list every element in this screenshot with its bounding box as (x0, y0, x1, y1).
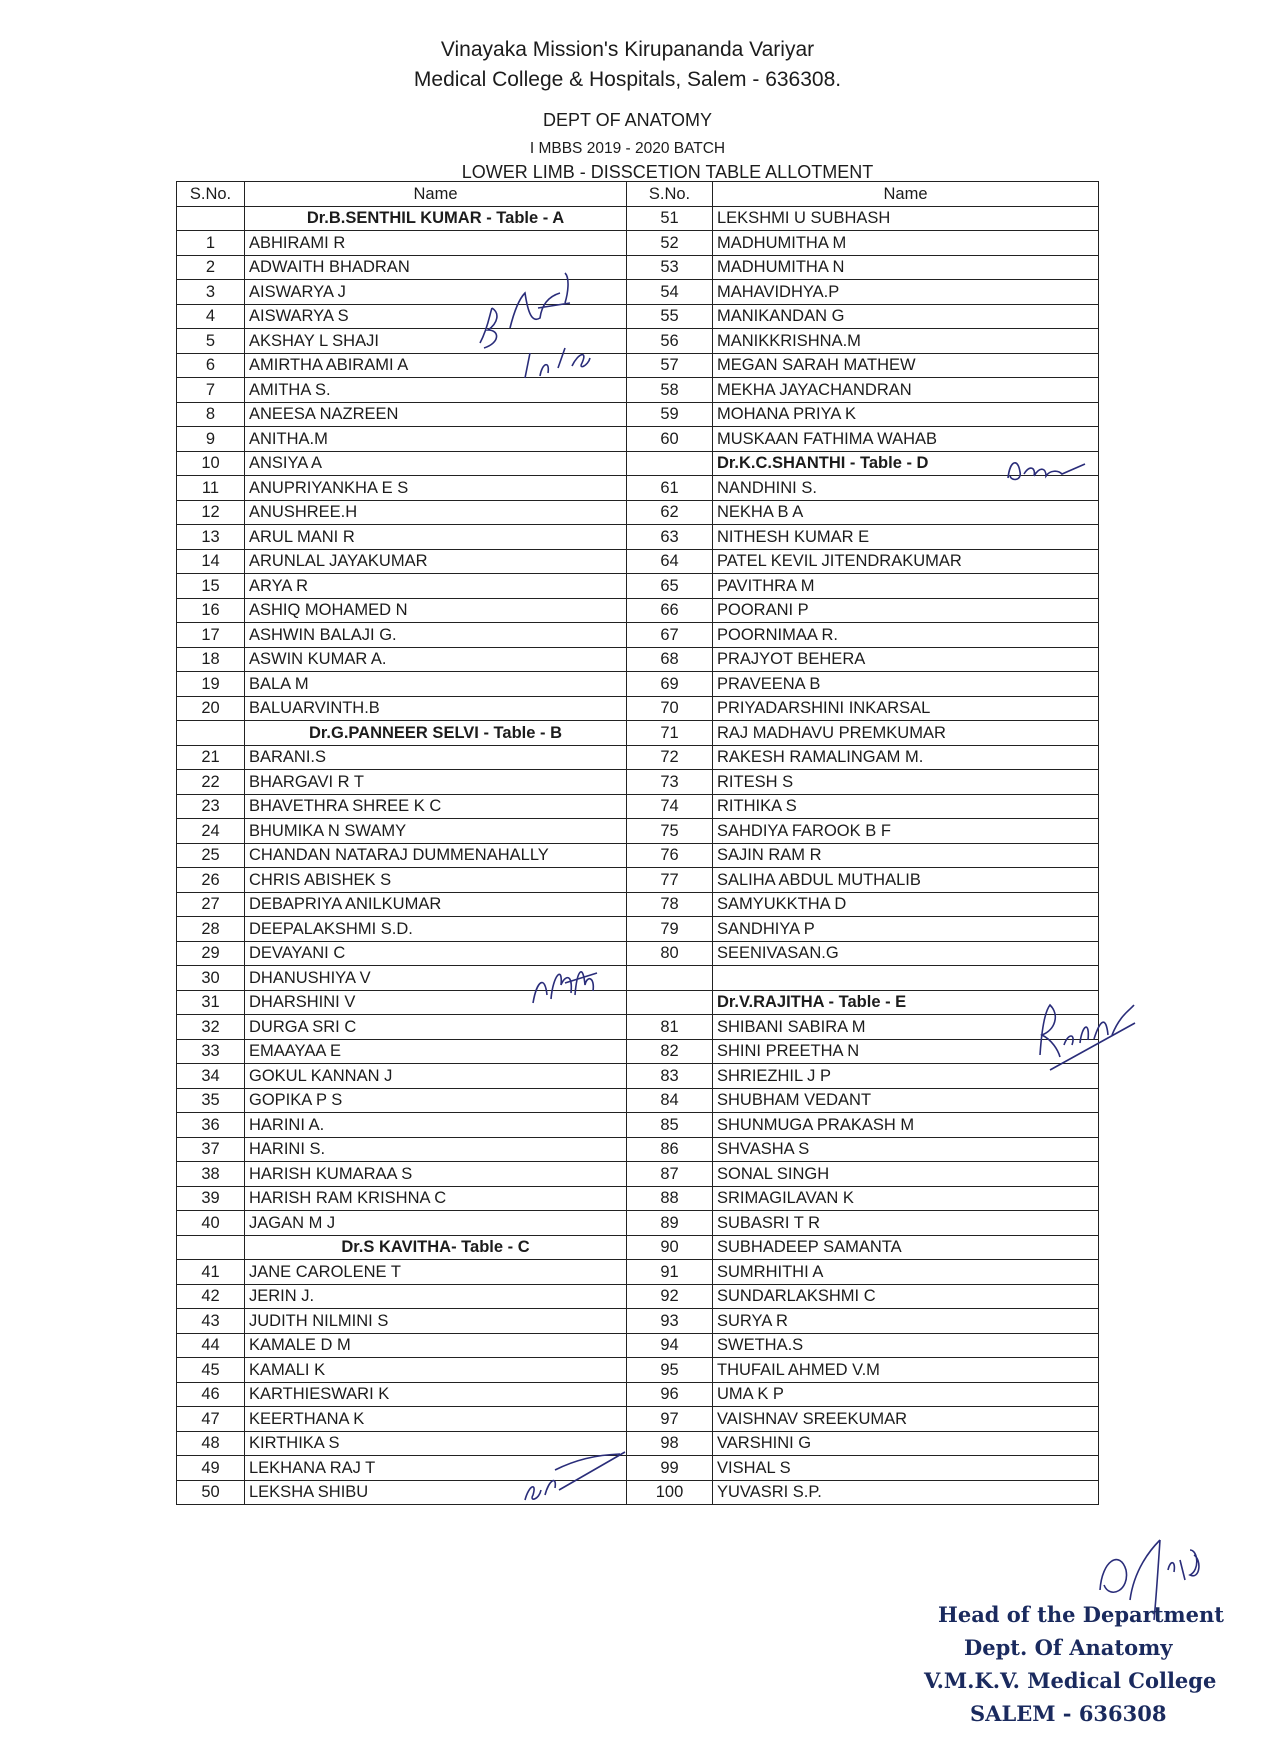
table-row (177, 868, 1099, 893)
table-row (177, 255, 1099, 280)
name-cell: POORANI P (713, 598, 1099, 623)
table-row (177, 353, 1099, 378)
sno-cell: 22 (177, 770, 245, 795)
sno-cell: 67 (627, 623, 713, 648)
sno-cell: 4 (177, 304, 245, 329)
name-cell: RITHIKA S (713, 794, 1099, 819)
table-row (177, 623, 1099, 648)
sno-cell: 54 (627, 280, 713, 305)
sno-cell: 61 (627, 476, 713, 501)
name-cell: SHUNMUGA PRAKASH M (713, 1113, 1099, 1138)
sno-cell: 21 (177, 745, 245, 770)
table-row (177, 745, 1099, 770)
sno-cell: 83 (627, 1064, 713, 1089)
sno-cell: 40 (177, 1211, 245, 1236)
name-cell: SONAL SINGH (713, 1162, 1099, 1187)
name-cell: ASHIQ MOHAMED N (245, 598, 627, 623)
table-row (177, 525, 1099, 550)
name-cell: BARANI.S (245, 745, 627, 770)
group-header-cell: Dr.S KAVITHA- Table - C (245, 1235, 627, 1260)
name-cell: KEERTHANA K (245, 1407, 627, 1432)
name-cell: SURYA R (713, 1309, 1099, 1334)
sno-cell: 91 (627, 1260, 713, 1285)
name-cell: ADWAITH BHADRAN (245, 255, 627, 280)
hod-stamp (900, 1598, 1240, 1730)
sno-cell: 16 (177, 598, 245, 623)
sno-cell: 24 (177, 819, 245, 844)
sno-cell: 96 (627, 1382, 713, 1407)
sno-cell: 28 (177, 917, 245, 942)
name-cell: SWETHA.S (713, 1333, 1099, 1358)
signature-table-c (515, 1440, 635, 1510)
name-cell: LEKSHA SHIBU (245, 1480, 627, 1505)
name-cell: JAGAN M J (245, 1211, 627, 1236)
name-cell: JANE CAROLENE T (245, 1260, 627, 1285)
sno-header-right: S.No. (627, 182, 713, 207)
sno-cell: 95 (627, 1358, 713, 1383)
sno-cell: 31 (177, 990, 245, 1015)
signature-table-a (470, 268, 620, 398)
name-cell: GOKUL KANNAN J (245, 1064, 627, 1089)
sno-cell: 34 (177, 1064, 245, 1089)
group-header-cell: Dr.V.RAJITHA - Table - E (713, 990, 1099, 1015)
sno-cell: 73 (627, 770, 713, 795)
table-row (177, 770, 1099, 795)
document-title: LOWER LIMB - DISSCETION TABLE ALLOTMENT (461, 162, 874, 182)
sno-cell: 23 (177, 794, 245, 819)
sno-cell: 56 (627, 329, 713, 354)
sno-cell: 94 (627, 1333, 713, 1358)
sno-cell: 30 (177, 966, 245, 991)
name-cell: MAHAVIDHYA.P (713, 280, 1099, 305)
table-row (177, 476, 1099, 501)
name-cell: HARINI S. (245, 1137, 627, 1162)
sno-cell: 66 (627, 598, 713, 623)
sno-cell: 47 (177, 1407, 245, 1432)
name-cell: KAMALE D M (245, 1333, 627, 1358)
table-row (177, 1284, 1099, 1309)
sno-cell: 8 (177, 402, 245, 427)
sno-cell: 50 (177, 1480, 245, 1505)
name-cell: SHVASHA S (713, 1137, 1099, 1162)
sno-cell: 32 (177, 1015, 245, 1040)
name-cell: MANIKKRISHNA.M (713, 329, 1099, 354)
name-cell: THUFAIL AHMED V.M (713, 1358, 1099, 1383)
name-cell: NEKHA B A (713, 500, 1099, 525)
group-sno-cell (177, 721, 245, 746)
sno-cell: 84 (627, 1088, 713, 1113)
sno-cell: 70 (627, 696, 713, 721)
sno-cell: 7 (177, 378, 245, 403)
table-row (177, 451, 1099, 476)
name-cell: SAHDIYA FAROOK B F (713, 819, 1099, 844)
name-cell: ANITHA.M (245, 427, 627, 452)
sno-cell: 79 (627, 917, 713, 942)
name-cell: RAKESH RAMALINGAM M. (713, 745, 1099, 770)
table-row (177, 1015, 1099, 1040)
table-row (177, 574, 1099, 599)
name-cell: JUDITH NILMINI S (245, 1309, 627, 1334)
sno-cell: 80 (627, 941, 713, 966)
name-cell: DHARSHINI V (245, 990, 627, 1015)
name-cell: PRAVEENA B (713, 672, 1099, 697)
sno-cell: 53 (627, 255, 713, 280)
sno-cell: 52 (627, 231, 713, 256)
name-cell: DEBAPRIYA ANILKUMAR (245, 892, 627, 917)
sno-cell: 87 (627, 1162, 713, 1187)
name-cell: UMA K P (713, 1382, 1099, 1407)
table-row (177, 206, 1099, 231)
table-row (177, 304, 1099, 329)
signature-table-d (1000, 450, 1090, 490)
sno-header-left: S.No. (177, 182, 245, 207)
name-cell: ANEESA NAZREEN (245, 402, 627, 427)
table-row (177, 1456, 1099, 1481)
sno-cell: 90 (627, 1235, 713, 1260)
stamp-line2: Dept. Of Anatomy (964, 1635, 1173, 1660)
name-cell: YUVASRI S.P. (713, 1480, 1099, 1505)
sno-cell: 12 (177, 500, 245, 525)
sno-cell: 46 (177, 1382, 245, 1407)
name-cell: VARSHINI G (713, 1431, 1099, 1456)
name-cell: DHANUSHIYA V (245, 966, 627, 991)
table-row (177, 1382, 1099, 1407)
group-header-cell: Dr.K.C.SHANTHI - Table - D (713, 451, 1099, 476)
name-cell: KARTHIESWARI K (245, 1382, 627, 1407)
sno-cell: 18 (177, 647, 245, 672)
name-cell: MEGAN SARAH MATHEW (713, 353, 1099, 378)
name-cell: DURGA SRI C (245, 1015, 627, 1040)
name-cell: MEKHA JAYACHANDRAN (713, 378, 1099, 403)
sno-cell: 14 (177, 549, 245, 574)
stamp-line4: SALEM - 636308 (970, 1701, 1167, 1726)
sno-cell: 2 (177, 255, 245, 280)
name-cell: KAMALI K (245, 1358, 627, 1383)
sno-cell: 98 (627, 1431, 713, 1456)
institution-name-line1: Vinayaka Mission's Kirupananda Variyar (440, 38, 815, 61)
sno-cell: 77 (627, 868, 713, 893)
table-row (177, 1260, 1099, 1285)
name-cell: MUSKAAN FATHIMA WAHAB (713, 427, 1099, 452)
name-cell: AISWARYA S (245, 304, 627, 329)
table-row (177, 1064, 1099, 1089)
sno-cell: 33 (177, 1039, 245, 1064)
table-row (177, 1309, 1099, 1334)
sno-cell: 11 (177, 476, 245, 501)
name-header-right: Name (713, 182, 1099, 207)
name-cell: BALA M (245, 672, 627, 697)
sno-cell: 74 (627, 794, 713, 819)
sno-cell: 3 (177, 280, 245, 305)
table-row (177, 402, 1099, 427)
name-cell: RITESH S (713, 770, 1099, 795)
sno-cell: 86 (627, 1137, 713, 1162)
table-row (177, 231, 1099, 256)
name-cell: SUNDARLAKSHMI C (713, 1284, 1099, 1309)
sno-cell: 36 (177, 1113, 245, 1138)
sno-cell: 72 (627, 745, 713, 770)
signature-table-e (1030, 995, 1140, 1080)
table-row (177, 1235, 1099, 1260)
name-cell: MADHUMITHA M (713, 231, 1099, 256)
table-row (177, 892, 1099, 917)
name-cell: SEENIVASAN.G (713, 941, 1099, 966)
name-cell: PATEL KEVIL JITENDRAKUMAR (713, 549, 1099, 574)
name-cell: PRAJYOT BEHERA (713, 647, 1099, 672)
table-row (177, 966, 1099, 991)
name-cell: ARYA R (245, 574, 627, 599)
name-cell: JERIN J. (245, 1284, 627, 1309)
table-row (177, 1113, 1099, 1138)
name-cell: HARISH RAM KRISHNA C (245, 1186, 627, 1211)
signature-table-b (525, 955, 615, 1015)
sno-cell: 35 (177, 1088, 245, 1113)
name-cell: BALUARVINTH.B (245, 696, 627, 721)
name-cell: SRIMAGILAVAN K (713, 1186, 1099, 1211)
table-row (177, 1186, 1099, 1211)
name-cell: PRIYADARSHINI INKARSAL (713, 696, 1099, 721)
name-cell: ANUPRIYANKHA E S (245, 476, 627, 501)
table-row (177, 794, 1099, 819)
name-cell: CHRIS ABISHEK S (245, 868, 627, 893)
name-cell: ANUSHREE.H (245, 500, 627, 525)
name-cell: BHARGAVI R T (245, 770, 627, 795)
sno-cell: 51 (627, 206, 713, 231)
sno-cell: 85 (627, 1113, 713, 1138)
name-cell: ARUL MANI R (245, 525, 627, 550)
name-cell: BHAVETHRA SHREE K C (245, 794, 627, 819)
name-cell: LEKHANA RAJ T (245, 1456, 627, 1481)
group-header-cell: Dr.B.SENTHIL KUMAR - Table - A (245, 206, 627, 231)
name-cell: BHUMIKA N SWAMY (245, 819, 627, 844)
sno-cell: 9 (177, 427, 245, 452)
sno-cell: 45 (177, 1358, 245, 1383)
sno-cell: 41 (177, 1260, 245, 1285)
sno-cell: 76 (627, 843, 713, 868)
sno-cell: 55 (627, 304, 713, 329)
table-row (177, 427, 1099, 452)
sno-cell: 62 (627, 500, 713, 525)
name-cell: SHUBHAM VEDANT (713, 1088, 1099, 1113)
name-cell: MADHUMITHA N (713, 255, 1099, 280)
table-row (177, 1333, 1099, 1358)
department-title: DEPT OF ANATOMY (542, 110, 713, 130)
sno-cell: 27 (177, 892, 245, 917)
name-cell: SAMYUKKTHA D (713, 892, 1099, 917)
table-row (177, 941, 1099, 966)
sno-cell: 58 (627, 378, 713, 403)
group-sno-cell (177, 1235, 245, 1260)
table-row (177, 990, 1099, 1015)
name-cell: MOHANA PRIYA K (713, 402, 1099, 427)
table-row (177, 1480, 1099, 1505)
table-row (177, 1039, 1099, 1064)
allotment-table (176, 181, 1099, 1505)
sno-cell: 68 (627, 647, 713, 672)
name-cell: HARISH KUMARAA S (245, 1162, 627, 1187)
name-cell: GOPIKA P S (245, 1088, 627, 1113)
sno-cell: 37 (177, 1137, 245, 1162)
batch-title: I MBBS 2019 - 2020 BATCH (529, 140, 726, 157)
sno-cell: 88 (627, 1186, 713, 1211)
name-cell: PAVITHRA M (713, 574, 1099, 599)
table-row (177, 598, 1099, 623)
table-row (177, 647, 1099, 672)
name-cell: MANIKANDAN G (713, 304, 1099, 329)
group-sno-cell (627, 451, 713, 476)
sno-cell: 64 (627, 549, 713, 574)
name-cell: AMITHA S. (245, 378, 627, 403)
table-row (177, 549, 1099, 574)
sno-cell: 38 (177, 1162, 245, 1187)
sno-cell: 17 (177, 623, 245, 648)
table-row (177, 500, 1099, 525)
name-cell: CHANDAN NATARAJ DUMMENAHALLY (245, 843, 627, 868)
name-cell: ABHIRAMI R (245, 231, 627, 256)
table-row (177, 1088, 1099, 1113)
name-cell: SUBHADEEP SAMANTA (713, 1235, 1099, 1260)
sno-cell: 59 (627, 402, 713, 427)
sno-cell: 6 (177, 353, 245, 378)
group-header-cell: Dr.G.PANNEER SELVI - Table - B (245, 721, 627, 746)
name-cell: NITHESH KUMAR E (713, 525, 1099, 550)
name-cell: ASHWIN BALAJI G. (245, 623, 627, 648)
table-row (177, 329, 1099, 354)
sno-cell: 39 (177, 1186, 245, 1211)
sno-cell: 99 (627, 1456, 713, 1481)
name-cell: VAISHNAV SREEKUMAR (713, 1407, 1099, 1432)
table-row (177, 819, 1099, 844)
name-cell: SUMRHITHI A (713, 1260, 1099, 1285)
name-cell: AMIRTHA ABIRAMI A (245, 353, 627, 378)
name-cell (713, 966, 1099, 991)
institution-name-line2: Medical College & Hospitals, Salem - 636308. (413, 68, 842, 91)
name-cell: RAJ MADHAVU PREMKUMAR (713, 721, 1099, 746)
table-row (177, 696, 1099, 721)
name-cell: AKSHAY L SHAJI (245, 329, 627, 354)
sno-cell: 25 (177, 843, 245, 868)
sno-cell: 71 (627, 721, 713, 746)
sno-cell: 43 (177, 1309, 245, 1334)
sno-cell: 29 (177, 941, 245, 966)
table-row (177, 843, 1099, 868)
group-sno-cell (177, 206, 245, 231)
sno-cell: 97 (627, 1407, 713, 1432)
table-row (177, 1211, 1099, 1236)
name-cell: ASWIN KUMAR A. (245, 647, 627, 672)
sno-cell: 81 (627, 1015, 713, 1040)
table-row (177, 1407, 1099, 1432)
sno-cell: 19 (177, 672, 245, 697)
table-row (177, 1431, 1099, 1456)
table-row (177, 672, 1099, 697)
sno-cell: 44 (177, 1333, 245, 1358)
stamp-line1: Head of the Department (938, 1602, 1224, 1627)
name-cell: POORNIMAA R. (713, 623, 1099, 648)
table-row (177, 1137, 1099, 1162)
sno-cell: 26 (177, 868, 245, 893)
name-cell: NANDHINI S. (713, 476, 1099, 501)
table-row (177, 280, 1099, 305)
sno-cell: 49 (177, 1456, 245, 1481)
sno-cell: 13 (177, 525, 245, 550)
sno-cell: 69 (627, 672, 713, 697)
sno-cell: 89 (627, 1211, 713, 1236)
sno-cell: 78 (627, 892, 713, 917)
sno-cell: 100 (627, 1480, 713, 1505)
name-header-left: Name (245, 182, 627, 207)
stamp-line3: V.M.K.V. Medical College (924, 1668, 1217, 1693)
sno-cell: 92 (627, 1284, 713, 1309)
sno-cell: 42 (177, 1284, 245, 1309)
name-cell: DEVAYANI C (245, 941, 627, 966)
name-cell: SANDHIYA P (713, 917, 1099, 942)
name-cell: DEEPALAKSHMI S.D. (245, 917, 627, 942)
name-cell: SHIBANI SABIRA M (713, 1015, 1099, 1040)
name-cell: SAJIN RAM R (713, 843, 1099, 868)
name-cell: ARUNLAL JAYAKUMAR (245, 549, 627, 574)
sno-cell: 75 (627, 819, 713, 844)
name-cell: KIRTHIKA S (245, 1431, 627, 1456)
table-body (177, 206, 1099, 1505)
name-cell: AISWARYA J (245, 280, 627, 305)
sno-cell: 48 (177, 1431, 245, 1456)
name-cell: ANSIYA A (245, 451, 627, 476)
sno-cell (627, 966, 713, 991)
name-cell: VISHAL S (713, 1456, 1099, 1481)
name-cell: SALIHA ABDUL MUTHALIB (713, 868, 1099, 893)
table-row (177, 1358, 1099, 1383)
name-cell: SUBASRI T R (713, 1211, 1099, 1236)
sno-cell: 57 (627, 353, 713, 378)
table-row (177, 378, 1099, 403)
name-cell: SHINI PREETHA N (713, 1039, 1099, 1064)
sno-cell: 65 (627, 574, 713, 599)
sno-cell: 82 (627, 1039, 713, 1064)
sno-cell: 93 (627, 1309, 713, 1334)
table-row (177, 1162, 1099, 1187)
sno-cell: 1 (177, 231, 245, 256)
sno-cell: 20 (177, 696, 245, 721)
name-cell: SHRIEZHIL J P (713, 1064, 1099, 1089)
sno-cell: 5 (177, 329, 245, 354)
group-sno-cell (627, 990, 713, 1015)
sno-cell: 63 (627, 525, 713, 550)
table-header-row (177, 182, 1099, 207)
name-cell: HARINI A. (245, 1113, 627, 1138)
name-cell: LEKSHMI U SUBHASH (713, 206, 1099, 231)
sno-cell: 15 (177, 574, 245, 599)
name-cell: EMAAYAA E (245, 1039, 627, 1064)
sno-cell: 10 (177, 451, 245, 476)
table-row (177, 721, 1099, 746)
sno-cell: 60 (627, 427, 713, 452)
table-row (177, 917, 1099, 942)
